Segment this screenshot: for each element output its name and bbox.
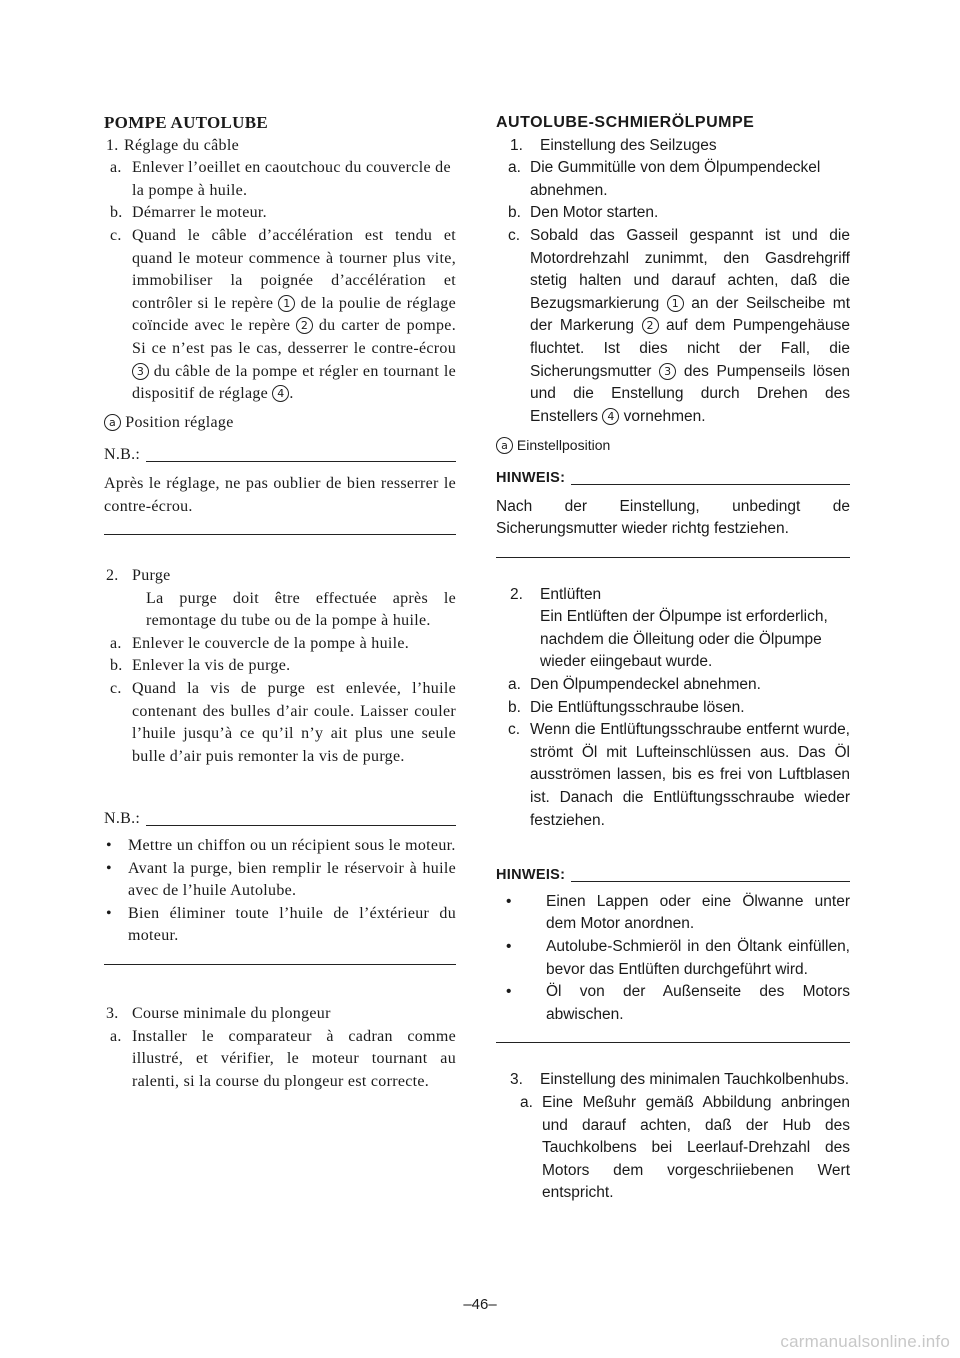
de-step-1: 1. Einstellung des Seilzuges [496, 135, 850, 158]
fr-note-2-list [104, 835, 456, 948]
de-step-2a: a. Den Ölpumpendeckel abnehmen. [508, 676, 761, 694]
ref-mark-3: 3 [659, 363, 676, 380]
de-step-2c: c. Wenn die Entlüftungsschraube entfernt wurde, strömt Öl mit Lufteinschlüssen aus. Das Öl ausströmen lassen, bis es frei von Luftblasen ist. Danach die Entlüftungsschraube wieder festziehen. [508, 721, 850, 829]
fr-step-1-heading: Réglage du câble [124, 136, 239, 154]
de-step-2-heading: Entlüften [540, 585, 602, 603]
french-column [104, 112, 456, 1093]
fr-step-2-intro: La purge doit être effectuée après le remontage du tube ou de la pompe à huile. [146, 589, 456, 630]
ref-mark-4: 4 [602, 408, 619, 425]
fr-step-3a: a. Installer le comparateur à cadran comme illustré, et vérifier, le moteur tournant au ralenti, si la course du plongeur est correcte. [110, 1027, 456, 1090]
de-note-2-list [496, 891, 850, 1027]
german-title: AUTOLUBE-SCHMIERÖLPUMPE [496, 114, 755, 131]
de-note-2-header: HINWEIS: [496, 864, 850, 887]
de-note-1-text: Nach der Einstellung, unbedingt de Sicherungsmutter wieder richtg festziehen. [496, 497, 850, 538]
de-step-1c: c. Sobald das Gasseil gespannt ist und die Motordrehzahl zunimmt, den Gasdrehgriff stetig halten und darauf achten, daß die Bezugsmarkierung 1 an der Seilscheibe mt der Markerung 2 auf dem Pumpengehäuse fluchtet. Ist dies nicht der Fall, die Sicherungsmutter 3 des Pumpenseils lösen und die Enstellung durch Drehen des Enstellers 4 vornehmen. [508, 226, 850, 425]
de-adjust-position: a Einstellposition [496, 434, 850, 457]
ref-mark-2: 2 [296, 317, 313, 334]
ref-mark-4: 4 [272, 385, 289, 402]
fr-note-2-bullet-3: • Bien éliminer toute l’huile de l’éxtérieur du moteur. [106, 904, 456, 945]
de-note-2-bullet-3: • Öl von der Außenseite des Motors abwischen. [506, 983, 850, 1023]
fr-step-1: 1. Réglage du câble [104, 135, 456, 158]
de-step-3-heading: Einstellung des minimalen Tauchkolbenhubs. [540, 1071, 850, 1089]
de-step-1-heading: Einstellung des Seilzuges [540, 136, 717, 154]
de-step-2: 2. Entlüften [496, 584, 850, 607]
de-step-2-intro: Ein Entlüften der Ölpumpe ist erforderlich, nachdem die Ölleitung oder die Ölpumpe wieder eiingebaut wurde. [540, 608, 828, 671]
ref-mark-a: a [496, 437, 513, 454]
fr-step-2-heading: Purge [132, 567, 171, 585]
fr-step-1c: c. Quand le câble d’accélération est tendu et quand le moteur commence à tourner plus vite, immobiliser la poignée d’accélération et contrôler si le repère 1 de la poulie de réglage coïncide avec le repère 2 du carter de pompe. Si ce n’est pas le cas, desserrer le contre-écrou 3 du câble de la pompe et régler en tournant le dispositif de réglage 4 . [110, 226, 456, 403]
ref-mark-1: 1 [278, 295, 295, 312]
fr-note-2-bullet-1: • Mettre un chiffon ou un récipient sous le moteur. [106, 837, 456, 855]
fr-adjust-position: a Position réglage [104, 412, 456, 435]
fr-note-2-header: N.B.: [104, 808, 456, 831]
fr-step-3-heading: Course minimale du plongeur [132, 1005, 331, 1022]
fr-step-2b: b. Enlever la vis de purge. [110, 657, 291, 675]
fr-step-3: 3. Course minimale du plongeur [104, 1003, 456, 1026]
fr-step-1b: b. Démarrer le moteur. [110, 204, 267, 222]
fr-step-1a: a. Enlever l’oeillet en caoutchouc du couvercle de la pompe à huile. [110, 159, 451, 199]
de-step-1a: a. Die Gummitülle von dem Ölpumpendeckel abnehmen. [508, 159, 821, 199]
german-column [496, 112, 850, 1205]
ref-mark-1: 1 [667, 295, 684, 312]
de-note-2-bullet-2: • Autolube-Schmieröl in den Öltank einfüllen, bevor das Entlüften durchgeführt wird. [506, 938, 850, 978]
fr-note-2-bullet-2: • Avant la purge, bien remplir le réservoir à huile avec de l’huile Autolube. [106, 859, 456, 900]
fr-step-2a: a. Enlever le couvercle de la pompe à huile. [110, 634, 410, 652]
page-number: –46– [463, 1296, 497, 1313]
watermark: carmanualsonline.info [780, 1332, 950, 1351]
ref-mark-2: 2 [642, 317, 659, 334]
de-step-3: 3. Einstellung des minimalen Tauchkolbenhubs. [496, 1069, 850, 1092]
de-note-1-header: HINWEIS: [496, 467, 850, 490]
fr-note-1-text: Après le réglage, ne pas oublier de bien resserrer le contre-écrou. [104, 474, 456, 515]
fr-step-2: 2. Purge [104, 565, 456, 588]
de-step-2b: b. Die Entlüftungsschraube lösen. [508, 698, 745, 716]
fr-step-2c: c. Quand la vis de purge est enlevée, l’huile contenant des bulles d’air coule. Laisser couler l’huile jusqu’à ce qu’il n’y ait plus une seule bulle d’air puis remonter la vis de purge. [110, 680, 456, 765]
ref-mark-3: 3 [132, 363, 149, 380]
de-step-3a: a. Eine Meßuhr gemäß Abbildung anbringen und darauf achten, daß der Hub des Tauchkolbens bei Leerlauf-Drehzahl des Motors dem vorgeschriiebenen Wert entspricht. [520, 1093, 850, 1202]
french-title: POMPE AUTOLUBE [104, 113, 268, 132]
de-note-2-bullet-1: • Einen Lappen oder eine Ölwanne unter dem Motor anordnen. [506, 892, 850, 933]
ref-mark-a: a [104, 414, 121, 431]
de-step-1b: b. Den Motor starten. [508, 204, 659, 222]
fr-note-1-header: N.B.: [104, 444, 456, 467]
